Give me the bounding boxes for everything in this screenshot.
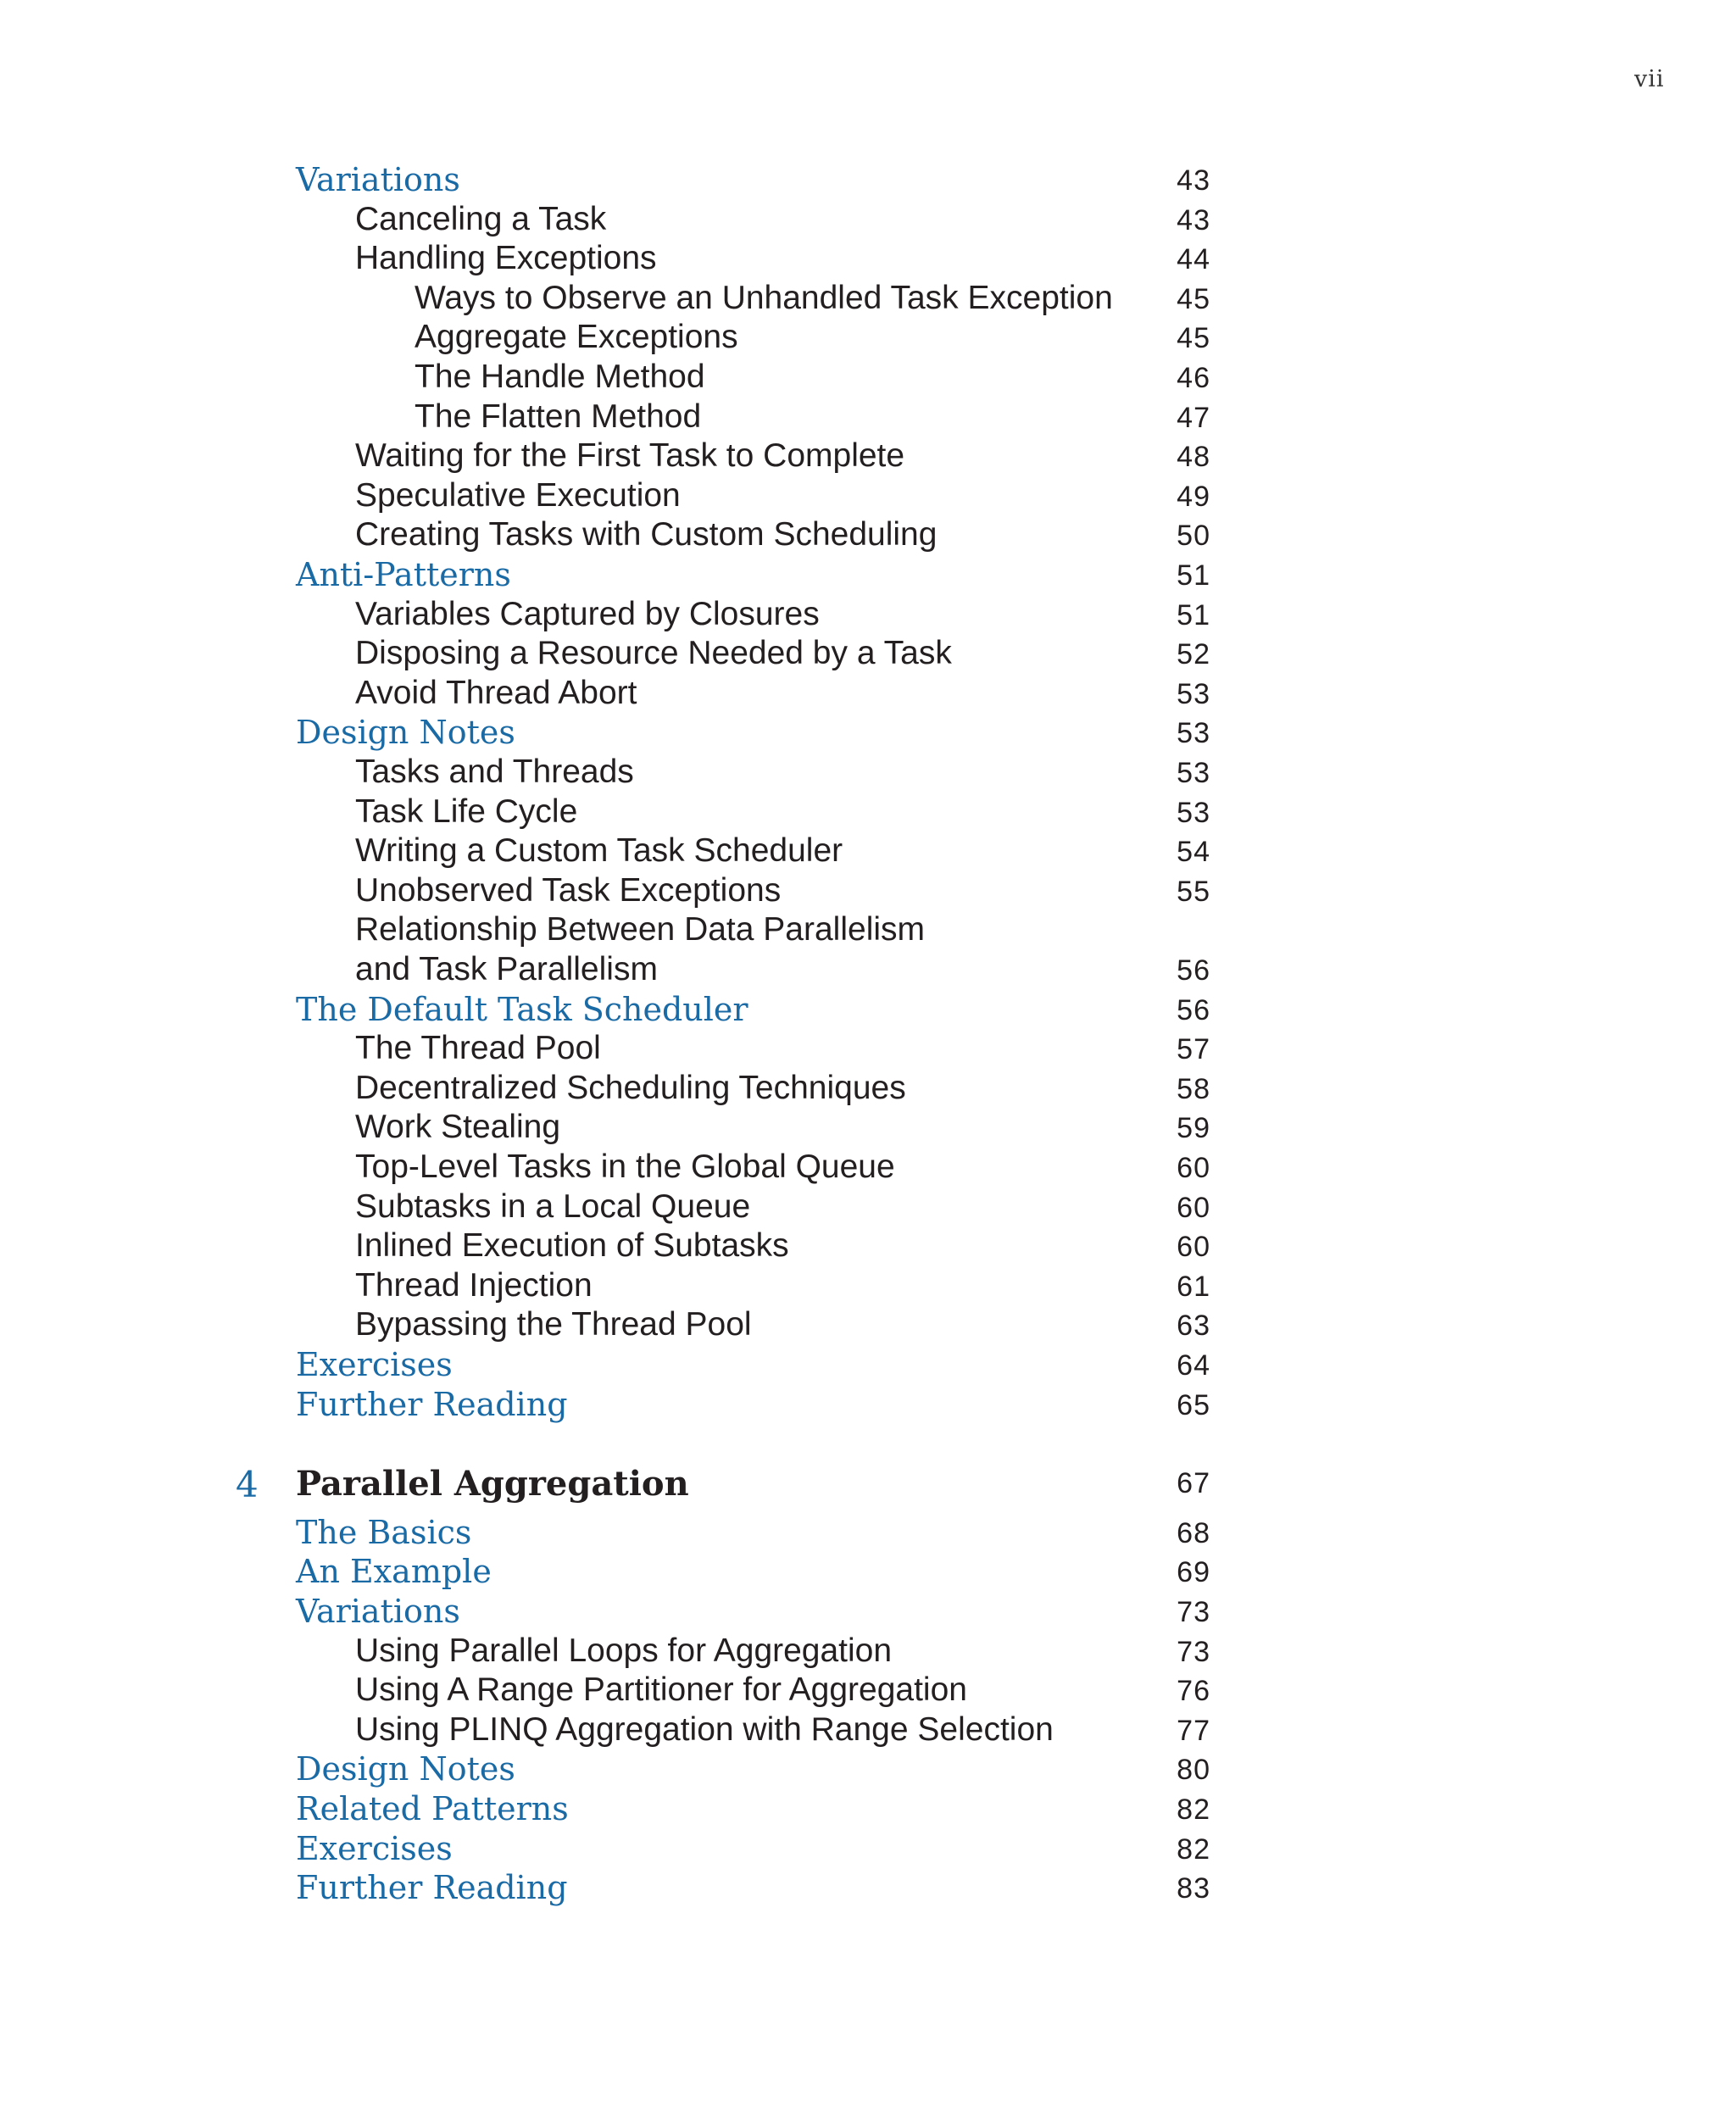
toc-subsection-entry: [0, 1109, 1736, 1148]
toc-page-number: 53: [1177, 796, 1210, 829]
toc-page-number: 53: [1177, 717, 1210, 750]
toc-page-number: 63: [1177, 1310, 1210, 1343]
toc-entry-title: Using A Range Partitioner for Aggregation: [355, 1671, 967, 1709]
toc-subsection-entry: [0, 1306, 1736, 1345]
toc-page-number: 80: [1177, 1754, 1210, 1787]
toc-entry-title: Handling Exceptions: [355, 240, 657, 277]
toc-entry-title: Speculative Execution: [355, 476, 681, 514]
page-folio: vii: [1634, 66, 1665, 92]
toc-subsection-entry: [0, 596, 1736, 635]
toc-entry-title: Design Notes: [296, 1750, 515, 1788]
toc-subsection-entry: [0, 793, 1736, 832]
toc-entry-title: Variations: [296, 1593, 460, 1630]
toc-entry-title: Anti-Patterns: [296, 556, 511, 593]
toc-subsubsection-entry: [0, 398, 1736, 437]
toc-entry-title: Disposing a Resource Needed by a Task: [355, 635, 952, 672]
toc-subsection-entry: [0, 832, 1736, 871]
toc-entry-title: The Handle Method: [415, 359, 705, 395]
toc-subsubsection-entry: [0, 319, 1736, 358]
toc-entry-title: Further Reading: [296, 1385, 568, 1423]
toc-subsection-entry: [0, 1227, 1736, 1266]
toc-section-entry: [0, 714, 1736, 753]
toc-section-entry: [0, 1514, 1736, 1553]
toc-page-number: 59: [1177, 1112, 1210, 1145]
toc-subsection-entry: [0, 201, 1736, 240]
toc-entry-title: Work Stealing: [355, 1109, 561, 1146]
toc-entry-title: Tasks and Threads: [355, 754, 634, 790]
toc-entry-title: Task Life Cycle: [355, 793, 578, 830]
toc-subsection-entry: [0, 477, 1736, 516]
toc-subsection-entry: [0, 754, 1736, 793]
toc-page-number: 48: [1177, 441, 1210, 474]
toc-section-entry: [0, 161, 1736, 200]
toc-entry-title: Top-Level Tasks in the Global Queue: [355, 1148, 895, 1185]
toc-entry-title: Design Notes: [296, 714, 515, 752]
toc-page-number: 73: [1177, 1596, 1210, 1628]
toc-subsection-entry: [0, 1671, 1736, 1710]
toc-page-number: 77: [1177, 1714, 1210, 1747]
toc-entry-title: Creating Tasks with Custom Scheduling: [355, 516, 938, 553]
toc-entry-title: Unobserved Task Exceptions: [355, 871, 782, 909]
toc-page-number: 60: [1177, 1152, 1210, 1184]
toc-chapter-heading: [0, 1464, 1736, 1506]
toc-page-number: 57: [1177, 1033, 1210, 1066]
toc-page-number: 65: [1177, 1388, 1210, 1421]
toc-entry-title: Ways to Observe an Unhandled Task Exception: [415, 279, 1113, 316]
toc-entry-title: Parallel Aggregation: [296, 1464, 689, 1504]
toc-entry-title: Decentralized Scheduling Techniques: [355, 1069, 906, 1106]
toc-page-number: 60: [1177, 1191, 1210, 1224]
toc-page-number: 56: [1177, 954, 1210, 987]
toc-page-number: 43: [1177, 164, 1210, 197]
toc-page-number: 61: [1177, 1270, 1210, 1303]
toc-page-number: 45: [1177, 282, 1210, 315]
toc-entry-title: Bypassing the Thread Pool: [355, 1306, 752, 1343]
toc-subsection-entry: [0, 437, 1736, 476]
toc-entry-title: Using Parallel Loops for Aggregation: [355, 1632, 893, 1669]
toc-subsection-entry: [0, 635, 1736, 674]
toc-page-number: 45: [1177, 322, 1210, 355]
toc-section-entry: [0, 1830, 1736, 1869]
toc-page-number: 51: [1177, 559, 1210, 592]
toc-entry-title: Canceling a Task: [355, 200, 607, 237]
toc-subsection-entry: [0, 240, 1736, 279]
toc-section-entry: [0, 1790, 1736, 1829]
toc-subsection-entry: [0, 1711, 1736, 1750]
toc-entry-title: The Basics: [296, 1513, 472, 1551]
toc-subsubsection-entry: [0, 359, 1736, 398]
toc-entry-title: Writing a Custom Task Scheduler: [355, 832, 843, 870]
toc-page-number: 53: [1177, 677, 1210, 710]
toc-entry-title: Avoid Thread Abort: [355, 674, 637, 711]
toc-page-number: 55: [1177, 875, 1210, 908]
toc-section-entry: [0, 991, 1736, 1030]
toc-section-entry: [0, 1750, 1736, 1789]
toc-page-number: 51: [1177, 598, 1210, 631]
toc-entry-title: Thread Injection: [355, 1266, 593, 1304]
toc-subsection-entry: [0, 1070, 1736, 1109]
toc-page-number: 82: [1177, 1794, 1210, 1826]
toc-page-number: 46: [1177, 362, 1210, 394]
toc-subsection-entry: [0, 951, 1736, 990]
toc-page-number: 73: [1177, 1635, 1210, 1668]
toc-subsubsection-entry: [0, 280, 1736, 319]
toc-section-entry: [0, 1553, 1736, 1592]
toc-page-number: 68: [1177, 1516, 1210, 1549]
toc-subsection-entry: [0, 1188, 1736, 1227]
toc-page-number: 44: [1177, 243, 1210, 276]
toc-entry-title: Exercises: [296, 1829, 453, 1867]
toc-page-number: 67: [1177, 1467, 1210, 1500]
toc-page-number: 76: [1177, 1675, 1210, 1708]
toc-page-number: 50: [1177, 520, 1210, 553]
toc-page-number: 52: [1177, 638, 1210, 671]
toc-entry-title: Variations: [296, 161, 460, 198]
toc-entry-title: The Flatten Method: [415, 398, 702, 435]
toc-page-number: 60: [1177, 1231, 1210, 1264]
toc-page-number: 53: [1177, 757, 1210, 789]
toc-entry-title: Relationship Between Data Parallelism: [355, 911, 926, 948]
toc-entry-title: Exercises: [296, 1346, 453, 1383]
toc-section-entry: [0, 1386, 1736, 1425]
toc-subsection-entry: [0, 1030, 1736, 1069]
toc-entry-title: Variables Captured by Closures: [355, 595, 820, 632]
toc-section-entry: [0, 1869, 1736, 1908]
toc-entry-title: Subtasks in a Local Queue: [355, 1187, 751, 1225]
toc-page-number: 47: [1177, 401, 1210, 434]
toc-section-entry: [0, 1346, 1736, 1385]
toc-entry-title: The Thread Pool: [355, 1030, 601, 1067]
toc-entry-title: Inlined Execution of Subtasks: [355, 1227, 789, 1265]
toc-entry-title: Aggregate Exceptions: [415, 319, 738, 356]
toc-entry-title: Related Patterns: [296, 1790, 569, 1827]
toc-subsection-entry: [0, 1267, 1736, 1306]
toc-entry-title: Using PLINQ Aggregation with Range Selection: [355, 1710, 1054, 1748]
toc-entry-title: Waiting for the First Task to Complete: [355, 437, 905, 475]
toc-entry-title: An Example: [296, 1553, 492, 1591]
chapter-number: 4: [236, 1464, 259, 1506]
toc-subsection-entry: [0, 1632, 1736, 1671]
toc-page-number: 58: [1177, 1072, 1210, 1105]
toc-subsection-entry: [0, 911, 1736, 950]
toc-page-number: 64: [1177, 1349, 1210, 1382]
toc-section-entry: [0, 556, 1736, 595]
toc-page-number: 83: [1177, 1872, 1210, 1905]
toc-subsection-entry: [0, 1148, 1736, 1187]
toc-page-number: 69: [1177, 1556, 1210, 1589]
toc-page-number: 49: [1177, 480, 1210, 513]
toc-page-number: 54: [1177, 836, 1210, 869]
toc-page-number: 56: [1177, 993, 1210, 1026]
toc-subsection-entry: [0, 516, 1736, 555]
toc-entry-title: and Task Parallelism: [355, 951, 658, 987]
toc-section-entry: [0, 1593, 1736, 1632]
toc-page-number: 43: [1177, 203, 1210, 236]
toc-subsection-entry: [0, 872, 1736, 911]
toc-subsection-entry: [0, 675, 1736, 714]
toc-page-number: 82: [1177, 1833, 1210, 1866]
toc-entry-title: Further Reading: [296, 1869, 568, 1907]
toc-entry-title: The Default Task Scheduler: [296, 990, 748, 1028]
